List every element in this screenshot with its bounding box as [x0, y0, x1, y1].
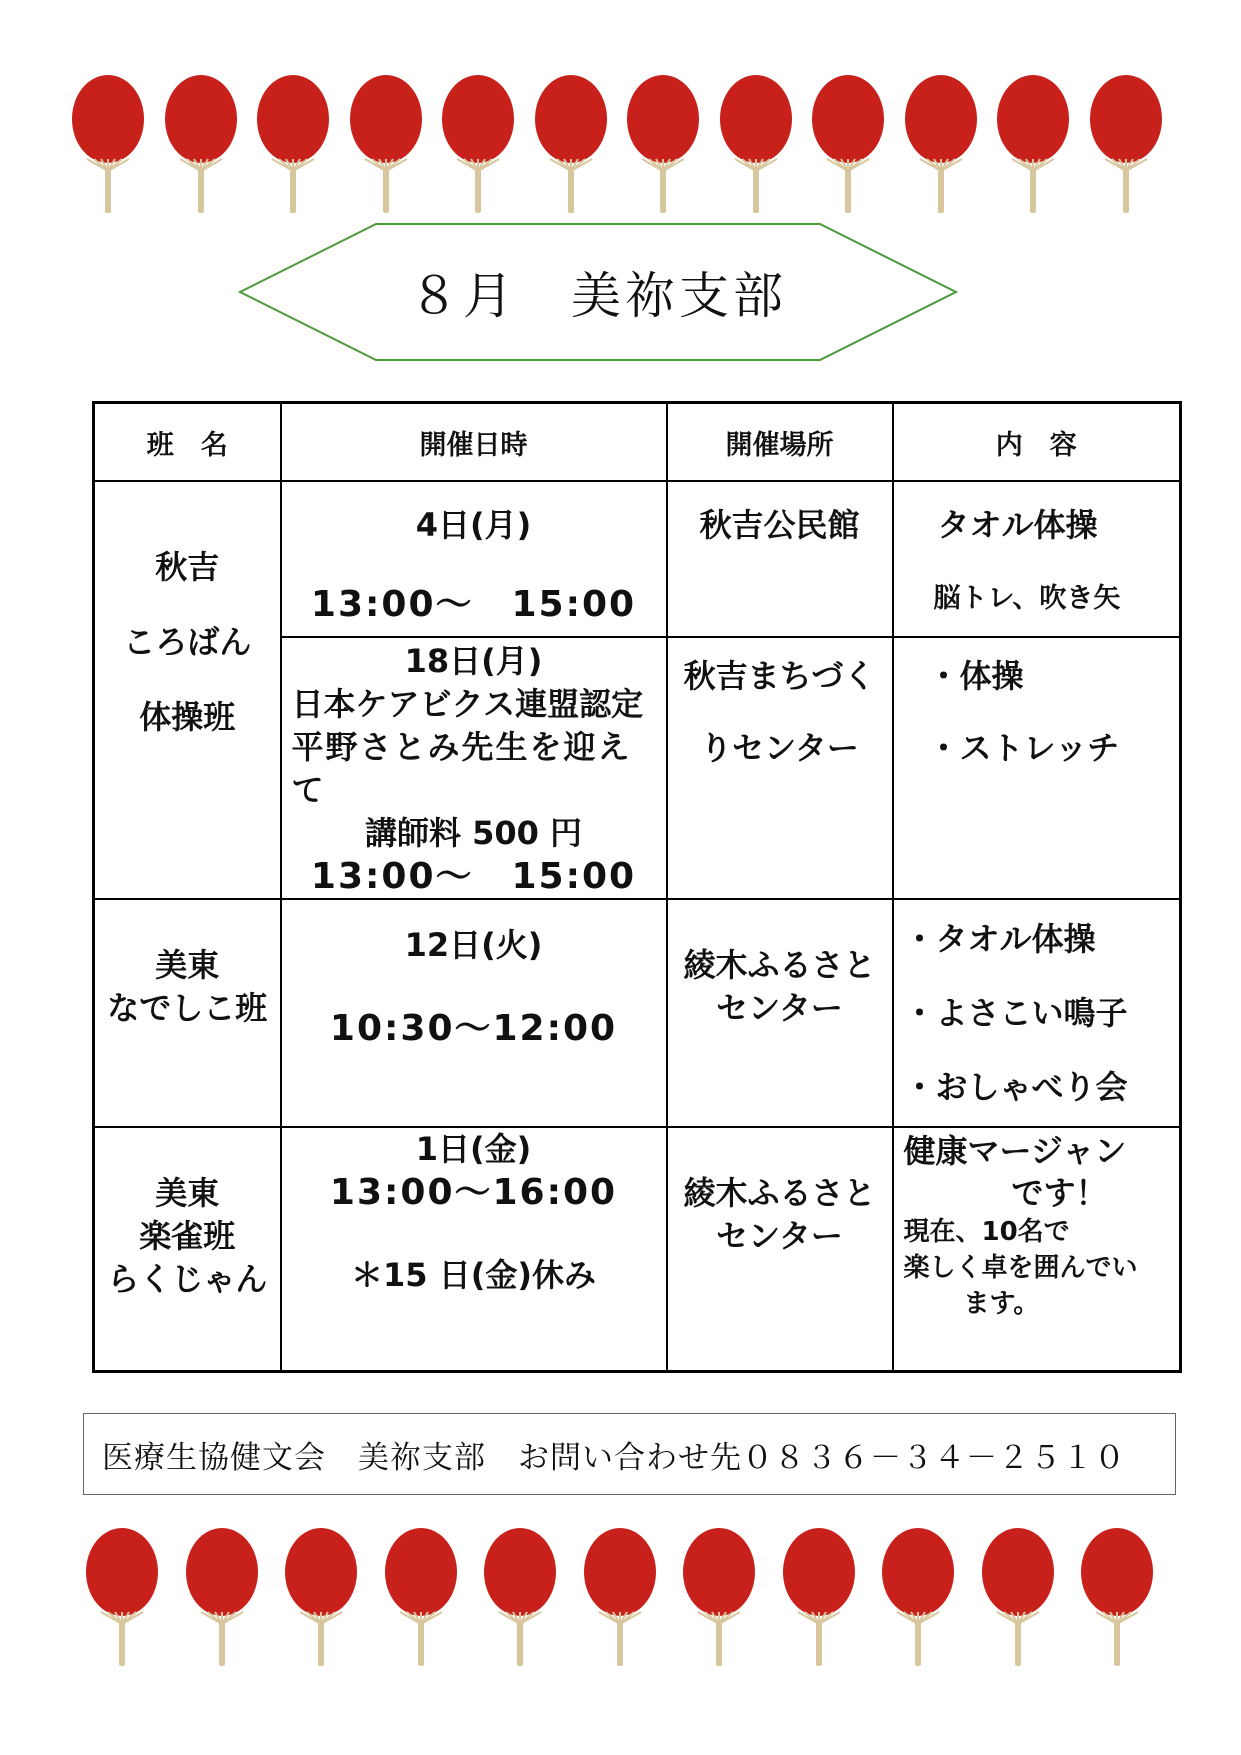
session-date: 1日(金): [415, 1130, 532, 1168]
session-note: 平野さとみ先生を迎え: [291, 728, 632, 766]
uchiwa-fan-icon: [383, 1528, 459, 1668]
group-name-line: 美東: [155, 1174, 220, 1212]
uchiwa-fan-icon: [995, 75, 1071, 215]
place-line: 綾木ふるさと: [683, 1174, 876, 1212]
content-cell: [893, 899, 1181, 1127]
place-line: りセンター: [700, 729, 859, 767]
group-cell: [94, 481, 281, 899]
content-line: です！: [1011, 1174, 1108, 1212]
page-title: [238, 222, 958, 362]
content-line: タオル体操: [937, 506, 1098, 544]
contact-text: 医療生協健文会 美祢支部 お問い合わせ先０８３６－３４－２５１０: [102, 1439, 1126, 1476]
uchiwa-fan-icon: [255, 75, 331, 215]
session-time: 13:00～ 15:00: [310, 584, 637, 625]
uchiwa-fan-icon: [283, 1528, 359, 1668]
title-branch: 美祢支部: [571, 267, 787, 325]
session-time: 13:00～16:00: [329, 1172, 618, 1213]
session-time: 13:00～ 15:00: [310, 856, 637, 897]
content-cell: [893, 1127, 1181, 1371]
place-cell: [667, 481, 893, 637]
uchiwa-fan-icon: [84, 1528, 160, 1668]
table-row: [94, 1127, 1181, 1371]
datetime-cell: [281, 481, 667, 637]
group-name-line: 楽雀班: [139, 1217, 236, 1255]
header-place: 開催場所: [667, 403, 893, 482]
content-line: 現在、10名で: [903, 1217, 1070, 1247]
content-line: 健康マージャン: [903, 1132, 1127, 1170]
session-note: ＊15 日(金)休み: [351, 1256, 596, 1294]
session-date: 4日(月): [415, 506, 532, 544]
group-name-line: 美東: [155, 946, 220, 984]
uchiwa-fan-icon: [681, 1528, 757, 1668]
session-date: 18日(月): [404, 642, 543, 680]
content-line: ・おしゃべり会: [903, 1068, 1128, 1106]
header-datetime: 開催日時: [281, 403, 667, 482]
content-line: ・ストレッチ: [927, 729, 1120, 767]
content-line: ・よさこい鳴子: [903, 994, 1128, 1032]
uchiwa-fan-icon: [1088, 75, 1164, 215]
title-banner: [238, 222, 958, 362]
group-name-line: 秋吉: [155, 548, 220, 586]
uchiwa-fan-icon: [980, 1528, 1056, 1668]
place-line: センター: [716, 1217, 843, 1255]
content-line: 楽しく卓を囲んでい: [903, 1253, 1138, 1283]
table-row: [94, 481, 1181, 637]
datetime-cell: [281, 899, 667, 1127]
uchiwa-fan-icon: [810, 75, 886, 215]
place-line: 綾木ふるさと: [683, 946, 876, 984]
group-name-line: なでしこ班: [107, 989, 268, 1027]
content-line: 脳トレ、吹き矢: [933, 583, 1121, 614]
uchiwa-fan-icon: [348, 75, 424, 215]
group-name-line: ころばん: [123, 623, 252, 661]
uchiwa-fan-icon: [582, 1528, 658, 1668]
place-line: 秋吉まちづく: [683, 657, 876, 695]
session-note: 日本ケアビクス連盟認定: [291, 685, 644, 723]
place-cell: [667, 899, 893, 1127]
content-line: ・タオル体操: [903, 920, 1096, 958]
uchiwa-fan-icon: [440, 75, 516, 215]
datetime-cell: [281, 637, 667, 899]
bottom-fan-row: [0, 1528, 1241, 1668]
place-cell: [667, 1127, 893, 1371]
uchiwa-fan-icon: [184, 1528, 260, 1668]
session-time: 10:30～12:00: [329, 1008, 618, 1049]
header-group: 班 名: [94, 403, 281, 482]
group-name-line: らくじゃん: [107, 1260, 268, 1298]
uchiwa-fan-icon: [781, 1528, 857, 1668]
content-line: ・体操: [927, 657, 1024, 695]
group-cell: [94, 1127, 281, 1371]
uchiwa-fan-icon: [70, 75, 146, 215]
place-line: 秋吉公民館: [699, 506, 860, 544]
content-cell: [893, 481, 1181, 637]
session-date: 12日(火): [404, 926, 543, 964]
uchiwa-fan-icon: [903, 75, 979, 215]
schedule-table: [92, 401, 1182, 1373]
session-note: て: [291, 771, 324, 809]
header-content: 内 容: [893, 403, 1181, 482]
place-cell: [667, 637, 893, 899]
uchiwa-fan-icon: [163, 75, 239, 215]
place-line: センター: [716, 989, 843, 1027]
uchiwa-fan-icon: [625, 75, 701, 215]
uchiwa-fan-icon: [482, 1528, 558, 1668]
top-fan-row: [0, 75, 1241, 215]
uchiwa-fan-icon: [533, 75, 609, 215]
content-cell: [893, 637, 1181, 899]
group-name-line: 体操班: [139, 698, 236, 736]
title-month: ８月: [409, 267, 517, 325]
group-cell: [94, 899, 281, 1127]
header-row: [94, 403, 1181, 482]
uchiwa-fan-icon: [718, 75, 794, 215]
table-row: [94, 899, 1181, 1127]
uchiwa-fan-icon: [880, 1528, 956, 1668]
session-note: 講師料 500 円: [364, 814, 583, 852]
datetime-cell: [281, 1127, 667, 1371]
uchiwa-fan-icon: [1079, 1528, 1155, 1668]
content-line: ます。: [963, 1289, 1040, 1319]
contact-footer: [83, 1413, 1176, 1495]
